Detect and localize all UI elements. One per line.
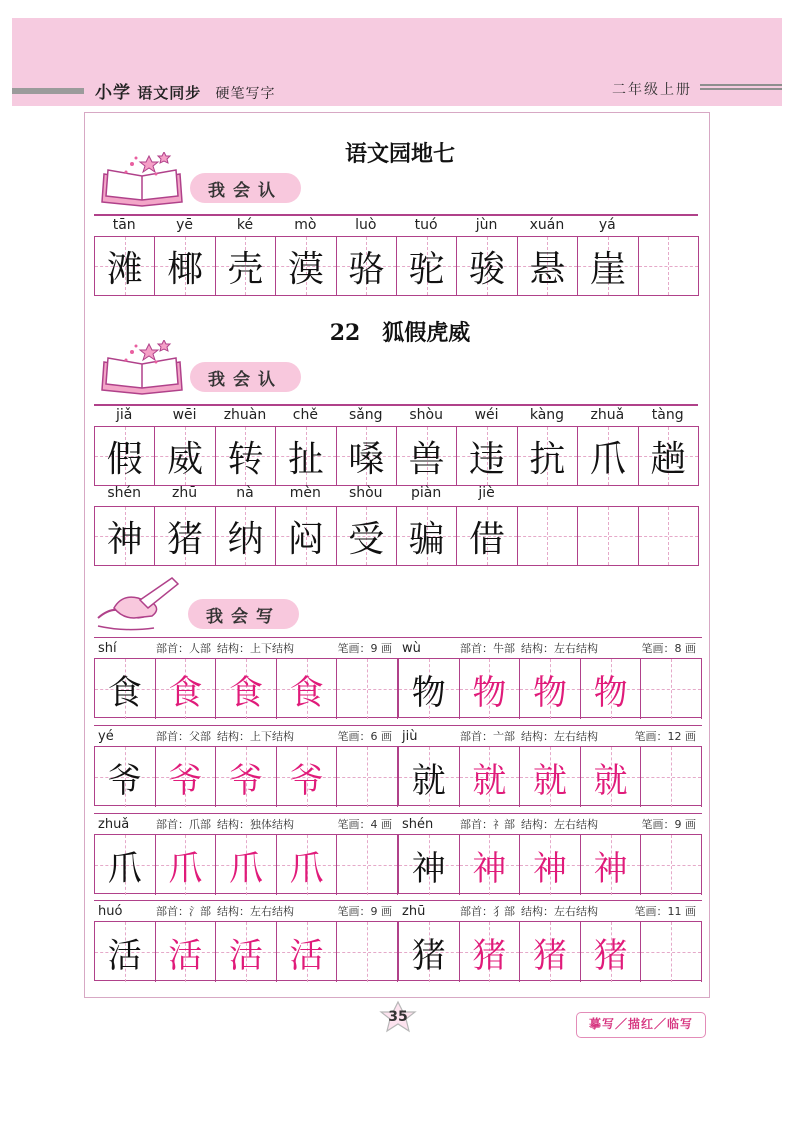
grade-label: 二年级上册	[612, 82, 692, 98]
card-header	[94, 900, 398, 921]
pinyin-cell: zhuàn	[223, 407, 267, 423]
writing-card	[94, 813, 398, 897]
tianzige-cell	[518, 237, 578, 295]
character: 神	[106, 518, 143, 560]
tianzige-cell	[457, 427, 517, 485]
tianzige-cell	[95, 237, 155, 295]
tracing-character-cell	[581, 835, 642, 895]
card-header	[94, 813, 398, 834]
card-radical: 部首：亠部	[460, 730, 515, 743]
character: 驼	[408, 248, 445, 290]
character: 爪	[228, 848, 263, 889]
card-grid	[94, 658, 398, 718]
character: 猪	[167, 518, 204, 560]
write-section-badge: 我会写	[188, 599, 299, 629]
card-header	[398, 900, 702, 921]
character-row	[94, 236, 699, 296]
tianzige-cell	[639, 507, 699, 565]
blank-practice-cell[interactable]	[337, 659, 398, 719]
card-grid	[398, 746, 702, 806]
character: 嗓	[348, 438, 385, 480]
tianzige-cell	[155, 427, 215, 485]
character: 食	[107, 672, 142, 713]
character-row	[94, 506, 699, 566]
card-header	[94, 637, 398, 658]
pinyin-cell: ké	[236, 217, 254, 233]
tianzige-cell	[457, 507, 517, 565]
tianzige-cell	[216, 237, 276, 295]
pinyin-cell: wéi	[474, 407, 499, 423]
tracing-character-cell	[460, 659, 521, 719]
character: 壳	[227, 248, 264, 290]
card-radical: 部首：牛部	[460, 642, 515, 655]
card-pinyin: yé	[98, 728, 114, 744]
card-structure: 结构：左右结构	[521, 905, 598, 918]
card-strokes: 笔画：9 画	[641, 818, 696, 831]
card-structure: 结构：左右结构	[521, 642, 598, 655]
card-structure: 结构：左右结构	[521, 730, 598, 743]
pinyin-cell: zhuǎ	[590, 407, 625, 423]
section1-title: 语文园地七	[344, 141, 455, 167]
card-grid	[94, 746, 398, 806]
section2-badge: 我会认	[190, 362, 301, 392]
character-row	[94, 426, 699, 486]
character: 扯	[287, 438, 324, 480]
card-pinyin: huó	[98, 903, 123, 919]
character: 骆	[348, 248, 385, 290]
title-part1: 小学	[95, 83, 131, 103]
pinyin-cell: shòu	[348, 485, 383, 501]
character: 转	[227, 438, 264, 480]
tracing-character-cell	[581, 747, 642, 807]
character: 神	[532, 848, 567, 889]
pinyin-cell: xuán	[529, 217, 565, 233]
tracing-character-cell	[520, 659, 581, 719]
character: 爷	[228, 760, 263, 801]
tracing-character-cell	[216, 747, 277, 807]
blank-practice-cell[interactable]	[337, 922, 398, 982]
model-character-cell	[399, 835, 460, 895]
tianzige-cell	[639, 427, 699, 485]
pinyin-cell	[638, 216, 698, 236]
card-strokes: 笔画：4 画	[337, 818, 392, 831]
writing-card	[398, 900, 702, 984]
tianzige-cell	[216, 427, 276, 485]
character: 物	[472, 672, 507, 713]
model-character-cell	[95, 922, 156, 982]
character: 椰	[167, 248, 204, 290]
tianzige-cell	[518, 427, 578, 485]
pinyin-cell: sǎng	[348, 407, 383, 423]
open-book-icon	[96, 340, 188, 398]
tracing-character-cell	[156, 835, 217, 895]
character: 神	[593, 848, 628, 889]
tracing-character-cell	[460, 747, 521, 807]
header-rule-left	[12, 88, 84, 94]
card-header	[398, 813, 702, 834]
blank-practice-cell[interactable]	[641, 835, 702, 895]
tracing-character-cell	[581, 922, 642, 982]
pinyin-row	[94, 404, 698, 426]
character: 活	[107, 935, 142, 976]
tracing-character-cell	[277, 835, 338, 895]
pinyin-cell: jiè	[478, 485, 495, 501]
tianzige-cell	[95, 507, 155, 565]
card-strokes: 笔画：9 画	[337, 905, 392, 918]
pinyin-cell: piàn	[411, 485, 442, 501]
pinyin-cell: nà	[236, 485, 254, 501]
blank-practice-cell[interactable]	[641, 659, 702, 719]
character: 爷	[168, 760, 203, 801]
tianzige-cell	[95, 427, 155, 485]
character: 威	[167, 438, 204, 480]
tianzige-cell	[155, 507, 215, 565]
tracing-character-cell	[216, 835, 277, 895]
tracing-character-cell	[520, 835, 581, 895]
tracing-character-cell	[277, 922, 338, 982]
card-radical: 部首：礻部	[460, 818, 515, 831]
tracing-character-cell	[460, 835, 521, 895]
tianzige-cell	[337, 237, 397, 295]
card-strokes: 笔画：9 画	[337, 642, 392, 655]
character: 趟	[650, 438, 687, 480]
tianzige-cell	[457, 237, 517, 295]
book-title	[95, 78, 275, 103]
tianzige-cell	[639, 237, 699, 295]
character: 爪	[107, 848, 142, 889]
pinyin-cell: kàng	[529, 407, 565, 423]
character: 爪	[289, 848, 324, 889]
character: 就	[411, 760, 446, 801]
pinyin-cell	[577, 484, 637, 504]
character: 爪	[168, 848, 203, 889]
open-book-icon	[96, 152, 188, 210]
tianzige-cell	[397, 507, 457, 565]
character: 滩	[106, 248, 143, 290]
blank-practice-cell[interactable]	[337, 747, 398, 807]
blank-practice-cell[interactable]	[641, 922, 702, 982]
pinyin-cell: jiǎ	[116, 407, 133, 423]
pinyin-cell: mò	[294, 217, 317, 233]
tracing-character-cell	[156, 659, 217, 719]
card-pinyin: jiù	[402, 728, 418, 744]
card-structure: 结构：上下结构	[217, 730, 294, 743]
card-radical: 部首：犭部	[460, 905, 515, 918]
character: 借	[469, 518, 506, 560]
pinyin-cell: mèn	[289, 485, 321, 501]
pinyin-cell: shén	[107, 485, 142, 501]
card-structure: 结构：左右结构	[521, 818, 598, 831]
card-grid	[94, 834, 398, 894]
tianzige-cell	[337, 427, 397, 485]
pinyin-row	[94, 484, 698, 504]
character: 猪	[472, 935, 507, 976]
writing-card	[94, 637, 398, 721]
character: 爷	[107, 760, 142, 801]
pinyin-cell: shòu	[409, 407, 443, 423]
character: 物	[532, 672, 567, 713]
pinyin-cell: yē	[176, 217, 194, 233]
card-header	[94, 725, 398, 746]
blank-practice-cell[interactable]	[641, 747, 702, 807]
writing-card	[94, 900, 398, 984]
character: 活	[289, 935, 324, 976]
card-grid	[94, 921, 398, 981]
pinyin-cell	[638, 484, 698, 504]
pinyin-cell	[517, 484, 577, 504]
pinyin-cell: tuó	[414, 217, 438, 233]
pinyin-cell: tàng	[651, 407, 684, 423]
tracing-character-cell	[156, 747, 217, 807]
card-strokes: 笔画：12 画	[634, 730, 696, 743]
section1-badge: 我会认	[190, 173, 301, 203]
card-structure: 结构：独体结构	[217, 818, 294, 831]
tracing-character-cell	[460, 922, 521, 982]
character: 活	[168, 935, 203, 976]
character: 食	[289, 672, 324, 713]
hand-writing-icon	[94, 574, 186, 634]
pinyin-row	[94, 214, 698, 236]
character: 食	[228, 672, 263, 713]
tianzige-cell	[397, 237, 457, 295]
card-strokes: 笔画：6 画	[337, 730, 392, 743]
card-structure: 结构：上下结构	[217, 642, 294, 655]
tianzige-cell	[337, 507, 397, 565]
model-character-cell	[95, 659, 156, 719]
card-strokes: 笔画：11 画	[634, 905, 696, 918]
character: 抗	[529, 438, 566, 480]
pinyin-cell: tān	[112, 217, 136, 233]
blank-practice-cell[interactable]	[337, 835, 398, 895]
character: 受	[348, 518, 385, 560]
character: 食	[168, 672, 203, 713]
tracing-character-cell	[277, 659, 338, 719]
writing-card	[398, 637, 702, 721]
card-grid	[398, 834, 702, 894]
character: 活	[228, 935, 263, 976]
character: 兽	[408, 438, 445, 480]
pinyin-cell: chě	[292, 407, 318, 423]
card-structure: 结构：左右结构	[217, 905, 294, 918]
tianzige-cell	[276, 237, 336, 295]
card-pinyin: shí	[98, 640, 117, 656]
character: 神	[411, 848, 446, 889]
character: 闷	[287, 518, 324, 560]
tianzige-cell	[216, 507, 276, 565]
card-radical: 部首：人部	[156, 642, 211, 655]
character: 神	[472, 848, 507, 889]
character: 骏	[469, 248, 506, 290]
section2-title: 22 狐假虎威	[329, 320, 471, 346]
tracing-character-cell	[216, 659, 277, 719]
tianzige-cell	[578, 427, 638, 485]
tianzige-cell	[578, 237, 638, 295]
tracing-character-cell	[156, 922, 217, 982]
pinyin-cell: jùn	[475, 217, 498, 233]
character: 就	[472, 760, 507, 801]
practice-mode-tag: 摹写／描红／临写	[576, 1012, 706, 1038]
tianzige-cell	[276, 427, 336, 485]
card-radical: 部首：爪部	[156, 818, 211, 831]
tianzige-cell	[155, 237, 215, 295]
tracing-character-cell	[216, 922, 277, 982]
character: 违	[469, 438, 506, 480]
card-radical: 部首：氵部	[156, 905, 211, 918]
character: 就	[593, 760, 628, 801]
pinyin-cell: luò	[355, 217, 377, 233]
character: 漠	[287, 248, 324, 290]
tianzige-cell	[518, 507, 578, 565]
character: 物	[593, 672, 628, 713]
title-part2: 语文同步	[137, 84, 202, 102]
tianzige-cell	[397, 427, 457, 485]
model-character-cell	[95, 835, 156, 895]
card-pinyin: wù	[402, 640, 421, 656]
character: 猪	[532, 935, 567, 976]
character: 悬	[529, 248, 566, 290]
writing-card	[398, 725, 702, 809]
model-character-cell	[399, 659, 460, 719]
tianzige-cell	[276, 507, 336, 565]
card-pinyin: zhuǎ	[98, 816, 130, 832]
card-radical: 部首：父部	[156, 730, 211, 743]
character: 爷	[289, 760, 324, 801]
page-number: 35	[388, 1009, 408, 1025]
character: 假	[106, 438, 143, 480]
character: 纳	[227, 518, 264, 560]
character: 就	[532, 760, 567, 801]
header-rule-right	[700, 84, 782, 92]
card-grid	[398, 658, 702, 718]
character: 猪	[411, 935, 446, 976]
pinyin-cell: zhū	[172, 485, 198, 501]
writing-card	[398, 813, 702, 897]
character: 猪	[593, 935, 628, 976]
character: 物	[411, 672, 446, 713]
card-strokes: 笔画：8 画	[641, 642, 696, 655]
title-part3: 硬笔写字	[215, 86, 276, 102]
card-pinyin: zhū	[402, 903, 426, 919]
model-character-cell	[399, 747, 460, 807]
tracing-character-cell	[520, 747, 581, 807]
tracing-character-cell	[277, 747, 338, 807]
tracing-character-cell	[581, 659, 642, 719]
model-character-cell	[95, 747, 156, 807]
model-character-cell	[399, 922, 460, 982]
character: 崖	[589, 248, 626, 290]
character: 爪	[589, 438, 626, 480]
character: 骗	[408, 518, 445, 560]
tracing-character-cell	[520, 922, 581, 982]
pinyin-cell: wēi	[172, 407, 197, 423]
card-pinyin: shén	[402, 816, 434, 832]
pinyin-cell: yá	[598, 217, 616, 233]
card-grid	[398, 921, 702, 981]
writing-card	[94, 725, 398, 809]
card-header	[398, 725, 702, 746]
tianzige-cell	[578, 507, 638, 565]
card-header	[398, 637, 702, 658]
